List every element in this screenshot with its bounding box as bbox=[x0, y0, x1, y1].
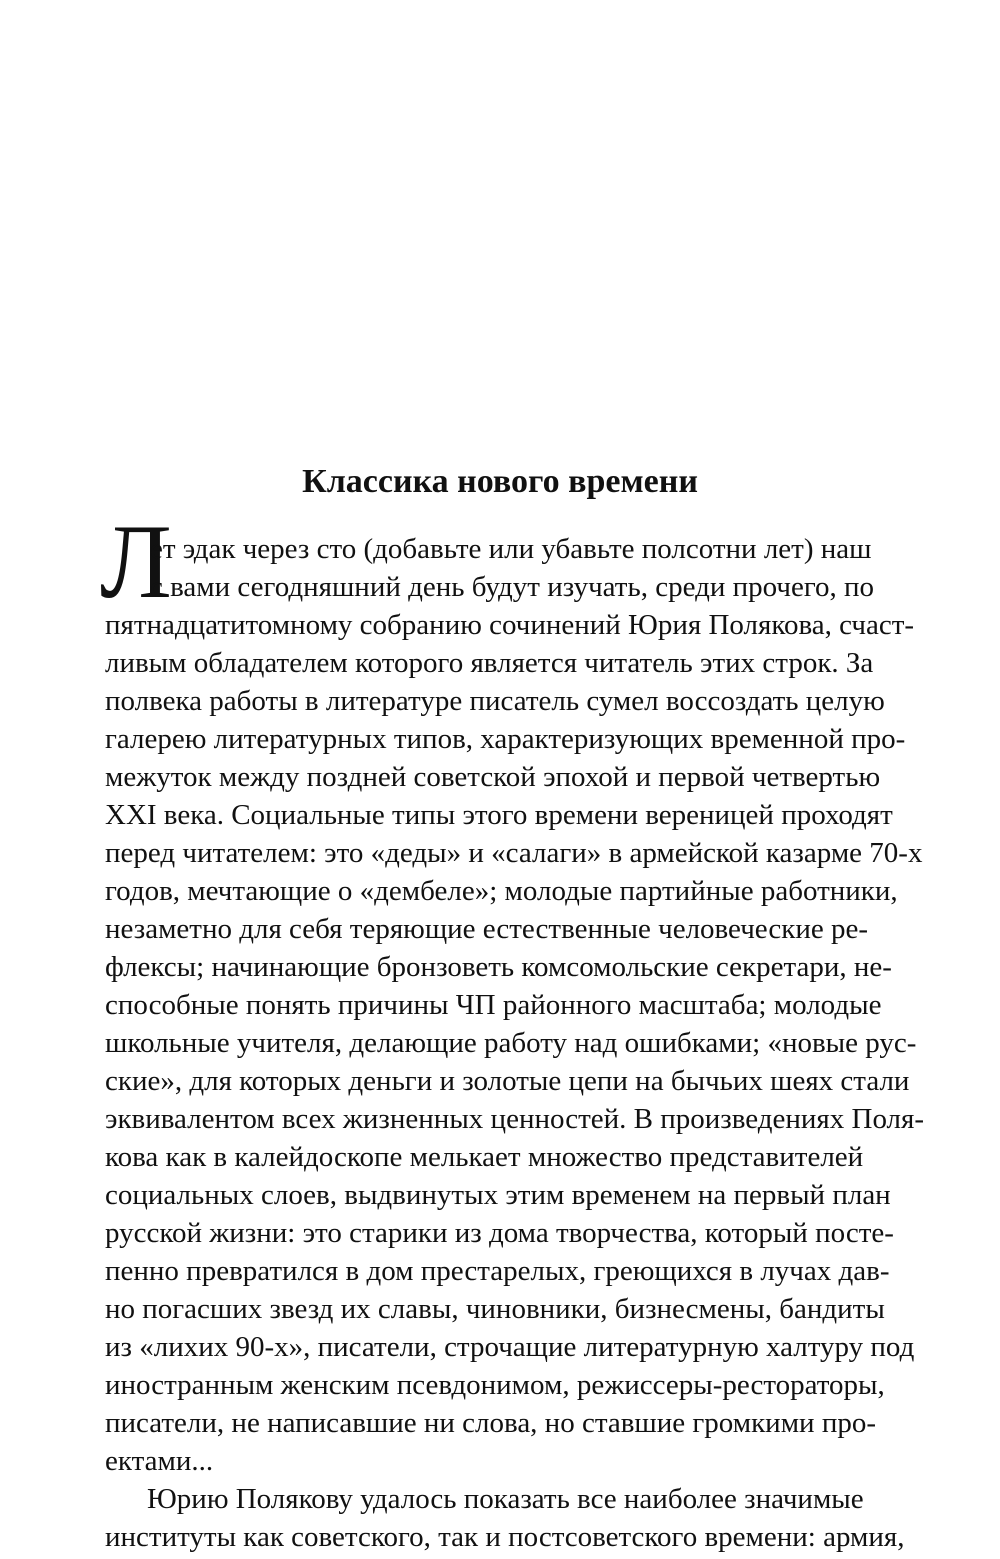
text-line: галерею литературных типов, характеризующих временной про- bbox=[105, 723, 906, 755]
text-line: но погасших звезд их славы, чиновники, бизнесмены, бандиты bbox=[105, 1293, 885, 1325]
text-line: кова как в калейдоскопе мелькает множество представителей bbox=[105, 1141, 864, 1173]
text-line: ет эдак через сто (добавьте или убавьте полсотни лет) наш bbox=[150, 533, 872, 565]
text-line: годов, мечтающие о «дембеле»; молодые партийные работники, bbox=[105, 875, 898, 907]
text-line: Юрию Полякову удалось показать все наиболее значимые bbox=[147, 1483, 864, 1515]
text-line: межуток между поздней советской эпохой и первой четвертью bbox=[105, 761, 881, 793]
text-line: ливым обладателем которого является читатель этих строк. За bbox=[105, 647, 874, 679]
text-line: ектами... bbox=[105, 1445, 214, 1477]
text-line: с вами сегодняшний день будут изучать, среди прочего, по bbox=[150, 571, 875, 603]
text-line: пятнадцатитомному собранию сочинений Юрия Полякова, счаст- bbox=[105, 609, 915, 641]
text-line: эквивалентом всех жизненных ценностей. В произведениях Поля- bbox=[105, 1103, 925, 1135]
chapter-title: Классика нового времени bbox=[302, 463, 698, 500]
text-line: пенно превратился в дом престарелых, греющихся в лучах дав- bbox=[105, 1255, 890, 1287]
text-line: незаметно для себя теряющие естественные человеческие ре- bbox=[105, 913, 869, 945]
text-line: русской жизни: это старики из дома творчества, который посте- bbox=[105, 1217, 894, 1249]
text-line: ские», для которых деньги и золотые цепи на бычьих шеях стали bbox=[105, 1065, 910, 1097]
text-line: школьные учителя, делающие работу над ошибками; «новые рус- bbox=[105, 1027, 917, 1059]
text-line: из «лихих 90-х», писатели, строчащие литературную халтуру под bbox=[105, 1331, 915, 1363]
text-line: XXI века. Социальные типы этого времени вереницей проходят bbox=[105, 799, 893, 831]
text-line: перед читателем: это «деды» и «салаги» в армейской казарме 70-х bbox=[105, 837, 923, 869]
text-line: писатели, не написавшие ни слова, но ставшие громкими про- bbox=[105, 1407, 876, 1439]
text-line: флексы; начинающие бронзоветь комсомольские секретари, не- bbox=[105, 951, 892, 983]
text-line: иностранным женским псевдонимом, режиссеры-рестораторы, bbox=[105, 1369, 885, 1401]
text-line: способные понять причины ЧП районного масштаба; молодые bbox=[105, 989, 882, 1021]
text-line: институты как советского, так и постсоветского времени: армия, bbox=[105, 1521, 905, 1553]
text-line: социальных слоев, выдвинутых этим временем на первый план bbox=[105, 1179, 891, 1211]
text-line: полвека работы в литературе писатель сумел воссоздать целую bbox=[105, 685, 885, 717]
drop-cap-letter: Л bbox=[100, 503, 172, 620]
